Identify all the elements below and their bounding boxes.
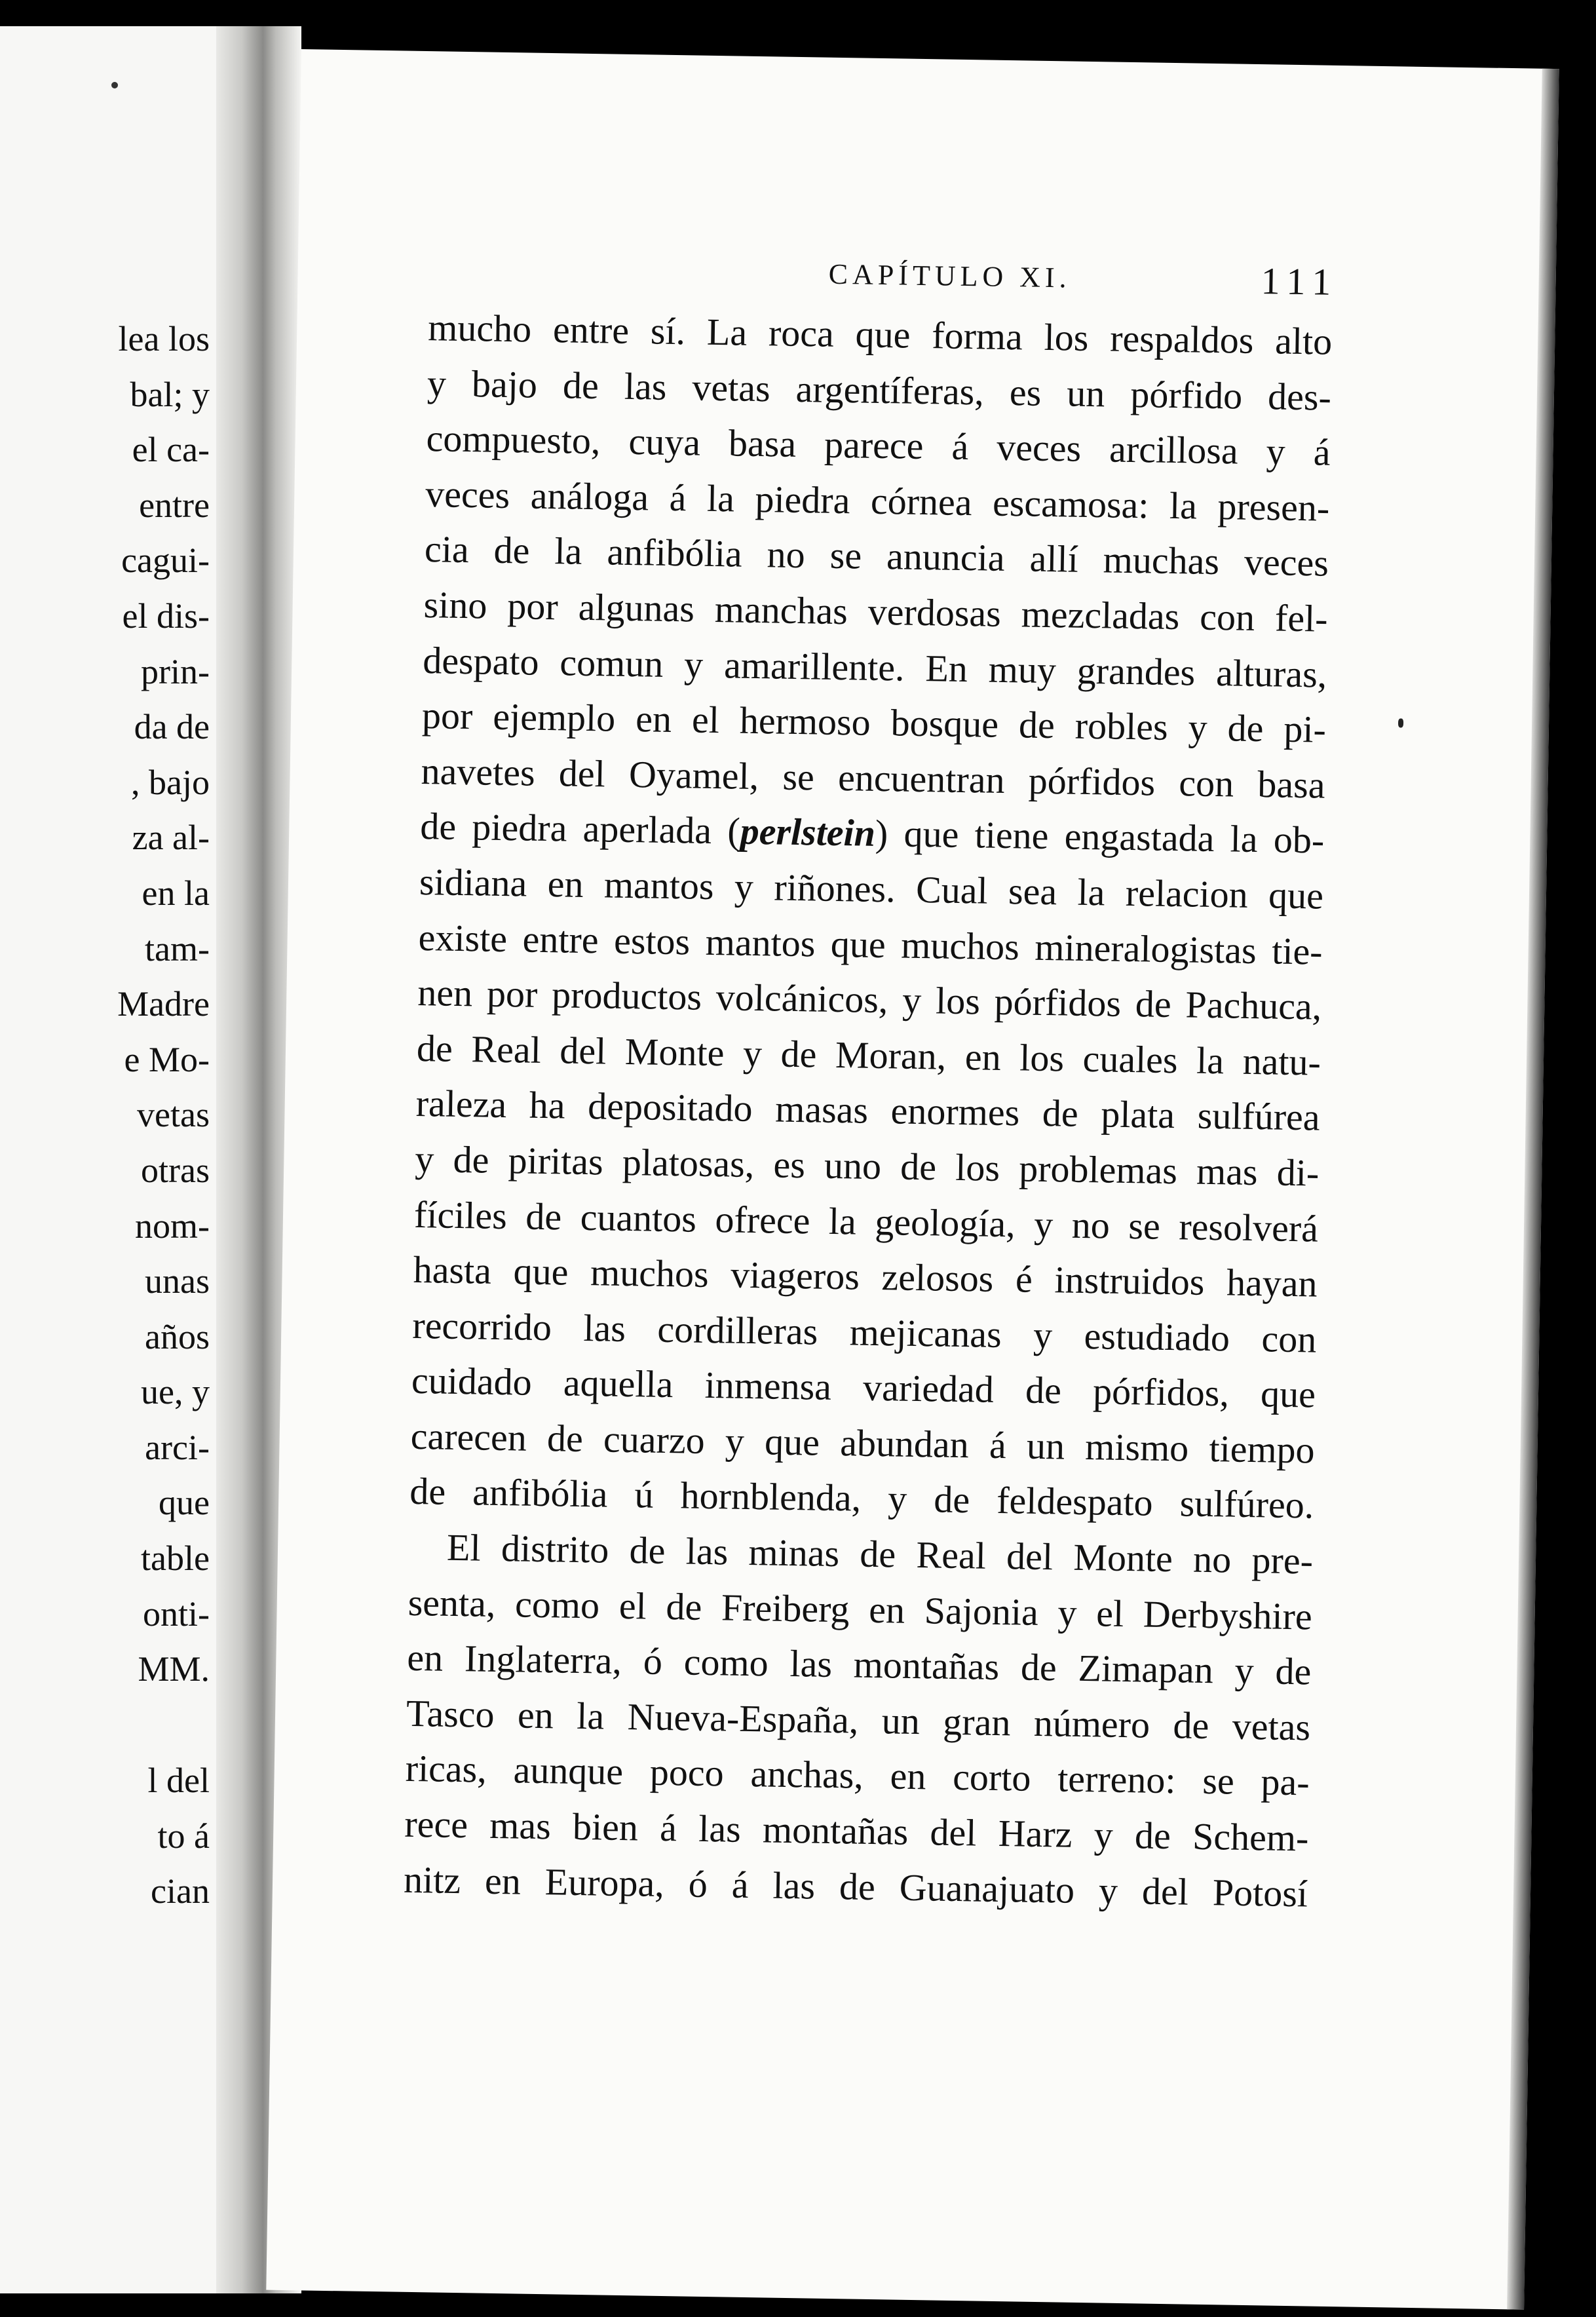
text-line: de Real del Monte y de Moran, en los cuales la natu- xyxy=(416,1026,1321,1084)
text-line: sidiana en mantos y riñones. Cual sea la relacion que xyxy=(419,860,1324,917)
fragment-line: Madre xyxy=(117,984,210,1024)
text-line: ricas, aunque poco anchas, en corto terreno: se pa- xyxy=(405,1747,1310,1804)
text-line: rece mas bien á las montañas del Harz y de Schem- xyxy=(404,1802,1309,1860)
text-line: sino por algunas manchas verdosas mezcladas con fel- xyxy=(423,583,1329,640)
text-line: nen por productos volcánicos, y los pórfidos de Pachuca, xyxy=(417,971,1322,1028)
text-line: Tasco en la Nueva-España, un gran número de vetas xyxy=(406,1691,1311,1749)
fragment-line: MM. xyxy=(138,1649,210,1689)
fragment-line: nom- xyxy=(135,1206,210,1246)
fragment-line: el dis- xyxy=(122,596,210,636)
fragment-line: otras xyxy=(141,1150,210,1190)
fragment-line: za al- xyxy=(132,818,210,858)
text-line: por ejemplo en el hermoso bosque de robles y de pi- xyxy=(421,694,1327,751)
fragment-line: onti- xyxy=(143,1594,210,1634)
text-line: de anfibólia ú hornblenda, y de feldespato sulfúreo. xyxy=(409,1470,1314,1527)
chapter-title: CAPÍTULO XI. xyxy=(828,258,1072,294)
italic-term: perlstein xyxy=(740,810,876,855)
text-line: en Inglaterra, ó como las montañas de Zimapan y de xyxy=(406,1636,1312,1693)
body-text xyxy=(403,300,1332,1922)
text-line: nitz en Europa, ó á las de Guanajuato y del Potosí xyxy=(403,1858,1308,1915)
fragment-line: arci- xyxy=(145,1427,210,1467)
fragment-line: tam- xyxy=(145,929,210,968)
fragment-line: unas xyxy=(145,1261,210,1301)
text-line: hasta que muchos viageros zelosos é instruidos hayan xyxy=(413,1248,1318,1305)
previous-page-text-top xyxy=(0,311,210,1697)
text-line: carecen de cuarzo y que abundan á un mismo tiempo xyxy=(410,1414,1316,1472)
previous-page-fragment xyxy=(0,26,216,2293)
fragment-line: vetas xyxy=(137,1095,210,1135)
page-number: 111 xyxy=(1261,259,1339,303)
text-line: navetes del Oyamel, se encuentran pórfidos con basa xyxy=(421,749,1326,807)
text-segment: ) que tiene engastada la ob- xyxy=(875,812,1325,862)
fragment-line: lea los xyxy=(118,319,210,358)
previous-page-text-bottom xyxy=(0,1753,210,1919)
fragment-line: prin- xyxy=(141,651,210,691)
fragment-line: entre xyxy=(139,485,210,525)
fragment-line: cagui- xyxy=(121,541,210,581)
text-segment: de piedra aperlada ( xyxy=(419,805,741,853)
paragraph-first-line: El distrito de las minas de Real del Monte no pre- xyxy=(446,1525,1314,1582)
text-line: senta, como el de Freiberg en Sajonia y el Derbyshire xyxy=(408,1580,1313,1638)
text-line: cuidado aquella inmensa variedad de pórfidos, que xyxy=(411,1359,1316,1416)
text-line: y de piritas platosas, es uno de los problemas mas di- xyxy=(414,1137,1320,1195)
ink-speck xyxy=(1398,718,1403,727)
text-line: y bajo de las vetas argentíferas, es un pórfido des- xyxy=(427,361,1332,419)
text-line: mucho entre sí. La roca que forma los respaldos alto xyxy=(427,306,1333,363)
fragment-line: , bajo xyxy=(131,762,210,802)
fragment-line: ue, y xyxy=(141,1372,210,1412)
fragment-line: años xyxy=(145,1316,210,1356)
text-line: compuesto, cuya basa parece á veces arcillosa y á xyxy=(426,417,1331,474)
text-line: veces análoga á la piedra córnea escamosa: la presen- xyxy=(425,472,1330,529)
text-line: existe entre estos mantos que muchos mineralogistas tie- xyxy=(418,915,1323,973)
fragment-line: l del xyxy=(147,1761,210,1800)
fragment-line: e Mo- xyxy=(124,1039,210,1079)
text-line: recorrido las cordilleras mejicanas y estudiado con xyxy=(411,1303,1317,1361)
page-edge xyxy=(1507,69,1559,2310)
fragment-line: cian xyxy=(151,1871,210,1911)
fragment-line: da de xyxy=(134,707,210,747)
fragment-line: que xyxy=(159,1483,210,1523)
text-line: fíciles de cuantos ofrece la geología, y no se resolverá xyxy=(413,1193,1319,1250)
ink-speck xyxy=(111,82,118,88)
book-page xyxy=(266,49,1559,2310)
fragment-line: table xyxy=(141,1539,210,1579)
fragment-line: el ca- xyxy=(132,430,210,470)
text-line: despato comun y amarillente. En muy grandes alturas, xyxy=(422,638,1327,696)
fragment-line: bal; y xyxy=(130,374,210,414)
fragment-line: en la xyxy=(142,873,210,913)
text-line: raleza ha depositado masas enormes de plata sulfúrea xyxy=(415,1082,1321,1139)
fragment-line: to á xyxy=(157,1816,210,1856)
text-line: cia de la anfibólia no se anuncia allí muchas veces xyxy=(424,527,1329,585)
